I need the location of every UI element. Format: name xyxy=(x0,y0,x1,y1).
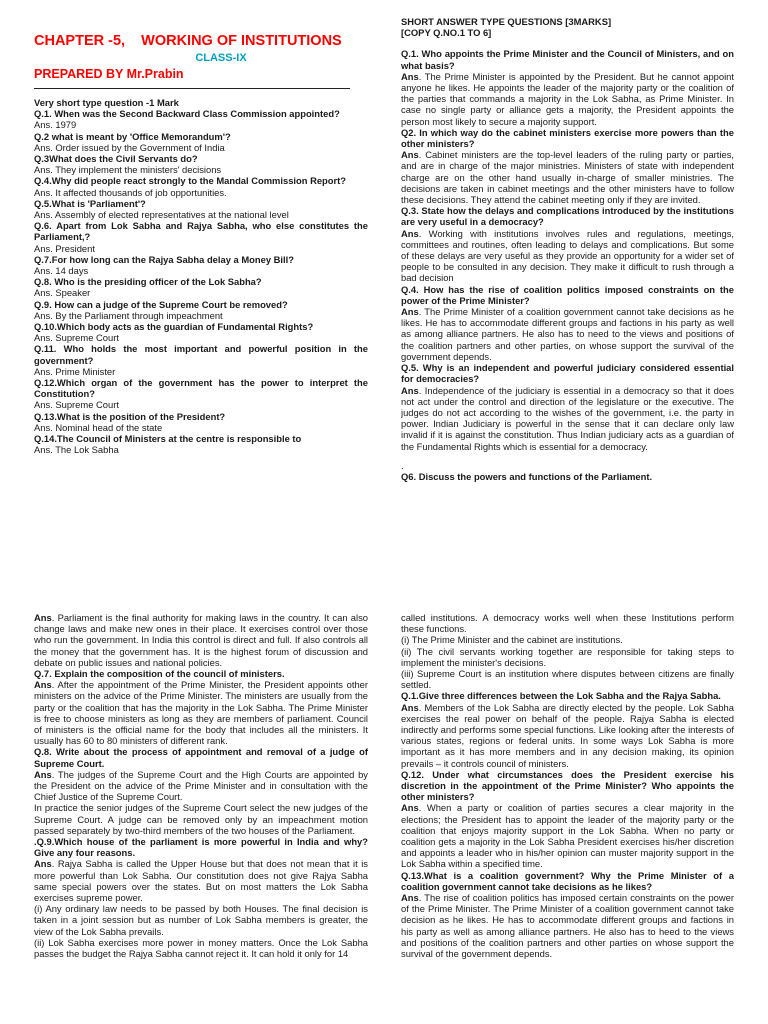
question-text: Q.3. State how the delays and complications introduced by the institutions are very useful in a democracy? xyxy=(401,205,734,228)
question-text: .Q.9.Which house of the parliament is more powerful in India and why? Give any four reasons. xyxy=(34,836,368,859)
question-text: Q.7.For how long can the Rajya Sabha delay a Money Bill? xyxy=(34,253,294,265)
short-answer-subheading: [COPY Q.NO.1 TO 6] xyxy=(401,27,492,39)
answer-body: . The Prime Minister of a coalition government cannot take decisions as he likes. He has to accommodate different groups and factions in his party as well as among alliance partners. He also has to need to the views and positions of the coalition partners and other parties, on whose support the survival of the government depends. xyxy=(401,306,734,362)
question-text: Q.6. Apart from Lok Sabha and Rajya Sabha, who else constitutes the Parliament,? xyxy=(34,220,368,243)
answer-body: . Cabinet ministers are the top-level leaders of the ruling party or parties, and are in charge of the major ministries. Ministers of state with independent charge are on the other hand usually in-charge of smaller ministries. The decisions are taken in cabinet meetings and the other ministers have to follow these decisions. They attend the cabinet meeting only if they are invited. xyxy=(401,149,734,206)
answer-body: . When a party or coalition of parties secures a clear majority in the elections; the President has to appoint the leader of the majority party or the coalition that enjoys majority support in the Lok Sabha. When no party or coalition gets a majority in the Lok Sabha President exercises his/her discretion and appoints a leader who in his/her opinion can muster majority support in the Lok Sabha within a specified time. xyxy=(401,802,734,870)
answer-text: Ans. President xyxy=(34,242,95,254)
question-text: Q.8. Write about the process of appointment and removal of a judge of Supreme Court. xyxy=(34,746,368,769)
prepared-by: PREPARED BY Mr.Prabin xyxy=(34,67,184,81)
answer-text: Ans. Speaker xyxy=(34,287,91,299)
question-text: Q.11. Who holds the most important and powerful position in the government? xyxy=(34,343,368,366)
page2-right-list xyxy=(401,690,734,959)
answer-text: Ans. Assembly of elected representatives at the national level xyxy=(34,209,289,221)
short-answer-list xyxy=(401,48,734,482)
answer-body: . The rise of coalition politics has imposed certain constraints on the power of the Prime Minister. The Prime Minister of a coalition government cannot take decision as he likes. He has to accommodate different groups and factions in his party as well as among alliance partners. He also has to heed to the views and positions of the coalition partners and other parties on whose support the survival of the government depends. xyxy=(401,892,734,960)
answer-text xyxy=(34,858,368,903)
answer-text: Ans. Supreme Court xyxy=(34,332,119,344)
question-text: Q.4. How has the rise of coalition politics imposed constraints on the power of the Prime Minister? xyxy=(401,283,734,306)
question-text: Q.2 what is meant by 'Office Memorandum'? xyxy=(34,130,231,142)
answer-text xyxy=(34,679,368,746)
question-text: Q.1.Give three differences between the Lok Sabha and the Rajya Sabha. xyxy=(401,690,721,702)
answer-text xyxy=(401,385,734,452)
answer-text xyxy=(401,892,734,959)
answer-label: Ans xyxy=(401,306,419,318)
answer-text xyxy=(401,71,734,127)
question-text: Q.7. Explain the composition of the council of ministers. xyxy=(34,668,285,680)
question-text: Q.14.The Council of Ministers at the centre is responsible to xyxy=(34,433,302,445)
answer-text: Ans. They implement the ministers' decisions xyxy=(34,164,222,176)
answer-label: Ans xyxy=(401,701,419,713)
answer-text: Ans. Nominal head of the state xyxy=(34,421,163,433)
short-answer-heading: SHORT ANSWER TYPE QUESTIONS [3MARKS] xyxy=(401,16,612,27)
answer-label: Ans xyxy=(401,802,419,814)
spacer xyxy=(401,452,734,460)
answer-body: . The Prime Minister is appointed by the President. But he cannot appoint anyone he likes. He appoints the leader of the majority party or the coalition of the parties that commands a majority in the Lok Sabha, as Prime Minister. In case no single party or alliance gets a majority, the President appoints the person most likely to secure a majority support. xyxy=(401,70,734,127)
answer-text xyxy=(401,802,734,869)
class-label: CLASS-IX xyxy=(195,52,247,64)
very-short-column xyxy=(34,32,368,592)
question-text: Q.4.Why did people react strongly to the Mandal Commission Report? xyxy=(34,175,347,187)
answer-text xyxy=(401,149,734,205)
answer-text: Ans. The Lok Sabha xyxy=(34,444,119,456)
institution-item: (ii) The civil servants working together are responsible for taking steps to implement the minister's decisions. xyxy=(401,645,734,668)
answer-text: Ans. Supreme Court xyxy=(34,399,119,411)
header-divider xyxy=(34,88,350,89)
answer-text xyxy=(34,769,368,803)
question-text: Q.9. How can a judge of the Supreme Court be removed? xyxy=(34,298,288,310)
answer-text: Ans. Order issued by the Government of India xyxy=(34,141,225,153)
answer-continuation: (ii) Lok Sabha exercises more power in money matters. Once the Lok Sabha passes the budget the Rajya Sabha cannot reject it. It can hold it only for 14 xyxy=(34,936,368,960)
very-short-list xyxy=(34,108,368,455)
question-text: Q.3What does the Civil Servants do? xyxy=(34,153,198,165)
answer-label: Ans xyxy=(34,768,52,780)
page2-left-column xyxy=(34,612,368,1024)
question-text: Q.12.Which organ of the government has the power to interpret the Constitution? xyxy=(34,377,368,400)
answer-body: . Rajya Sabha is called the Upper House but that does not mean that it is more powerful than Lok Sabha. Our constitution does not give Rajya Sabha same special powers over the states. But on most matters the Lok Sabha exercises supreme power. xyxy=(34,858,368,904)
very-short-heading: Very short type question -1 Mark xyxy=(34,97,179,108)
question-text: Q.13.What is the position of the President? xyxy=(34,410,226,422)
page2-right-column xyxy=(401,612,734,1024)
chapter-title: CHAPTER -5, WORKING OF INSTITUTIONS xyxy=(34,33,342,49)
answer-text xyxy=(401,228,734,284)
answer-body: . Members of the Lok Sabha are directly elected by the people. Lok Sabha exercises the real power on behalf of the people. Rajya Sabha is elected indirectly and performs some special functions. Like looking after the interests of various states, regions or federal units. In some ways Lok Sabha is more important as it has more members and in any decision making, its opinion prevails – it controls council of ministers. xyxy=(401,701,734,769)
answer-body: . Independence of the judiciary is essential in a democracy so that it does not act under the control and direction of the legislature or the executive. The judges do not act according to the wishes of the government, i.e. the party in power. Indian Judiciary is powerful in the sense that it can declare only law invalid if it is against the constitution. Thus Indian judiciary acts as a guardian of the Fundamental Rights which is essential for a democracy. xyxy=(401,384,734,452)
answer-body: . Working with institutions involves rules and regulations, meetings, committees and routines, often leading to delays and complications. But some of these delays are very useful as they provide an opportunity for a wider set of people to be consulted in any decision. They make it difficult to rush through a bad decision xyxy=(401,227,734,284)
question-text: Q.5. Why is an independent and powerful judiciary considered essential for democracies? xyxy=(401,362,734,385)
question-text: Q.12. Under what circumstances does the President exercise his discretion in the appointment of the Prime Minister? Who appoints the other ministers? xyxy=(401,768,734,803)
question-text: Q.1. When was the Second Backward Class Commission appointed? xyxy=(34,108,340,120)
question-text: Q.1. Who appoints the Prime Minister and the Council of Ministers, and on what basis? xyxy=(401,48,734,71)
institution-item: (i) The Prime Minister and the cabinet are institutions. xyxy=(401,634,623,646)
answer-label: Ans xyxy=(401,384,419,396)
institutions-list xyxy=(401,634,734,690)
answer-text: Ans. It affected thousands of job opportunities. xyxy=(34,186,227,198)
question-text: Q.5.What is 'Parliament'? xyxy=(34,197,146,209)
answer-label: Ans xyxy=(34,679,52,691)
answer-text xyxy=(401,306,734,362)
answer-text xyxy=(34,612,368,668)
answer-label: Ans xyxy=(401,70,419,82)
answer-text xyxy=(401,702,734,769)
answer-text: Ans. 1979 xyxy=(34,119,77,131)
institution-item: (iii) Supreme Court is an institution where disputes between citizens are finally settled. xyxy=(401,668,734,691)
answer-continuation: In practice the senior judges of the Supreme Court select the new judges of the Supreme Court. A judge can be removed only by an impeachment motion passed separately by two-third members of the two houses of the Parliament. xyxy=(34,802,368,836)
answer-text: Ans. 14 days xyxy=(34,265,89,277)
answer-body: . Parliament is the final authority for making laws in the country. It can also change laws and make new ones in their place. It exercises control over those who run the government. In India this control is direct and full. If also controls all the money that the government has. It is the highest forum of discussion and debate on public issues and national policies. xyxy=(34,612,368,668)
answer-text: Ans. Prime Minister xyxy=(34,365,116,377)
answer-label: Ans xyxy=(401,892,419,904)
answer-text: Ans. By the Parliament through impeachment xyxy=(34,309,223,321)
page2-left-list xyxy=(34,612,368,959)
question-text: Q.8. Who is the presiding officer of the Lok Sabha? xyxy=(34,276,262,288)
answer-body: . After the appointment of the Prime Minister, the President appoints other ministers on the advice of the Prime Minister. The ministers are usually from the party or the coalition that has the majority in the Lok Sabha. The Prime Minister is free to choose ministers as long as they are members of parliament. Council of ministers is the official name for the body that includes all the ministers. It usually has 60 to 80 ministers of different rank. xyxy=(34,679,368,747)
institutions-intro: called institutions. A democracy works well when these Institutions perform these functions. xyxy=(401,612,734,635)
answer-continuation: (i) Any ordinary law needs to be passed by both Houses. The final decision is taken in a joint session but as number of Lok Sabha members is greater, the view of the Lok Sabha prevails. xyxy=(34,903,368,937)
question-text: Q.10.Which body acts as the guardian of Fundamental Rights? xyxy=(34,321,314,333)
short-answer-column xyxy=(401,16,734,576)
answer-body: . The judges of the Supreme Court and the High Courts are appointed by the President on the advice of the Prime Minister and in consultation with the Chief Justice of the Supreme Court. xyxy=(34,768,368,803)
answer-label: Ans xyxy=(34,612,52,623)
answer-label: Ans xyxy=(401,149,419,161)
answer-label: Ans xyxy=(401,227,419,239)
question-text: Q2. In which way do the cabinet ministers exercise more powers than the other ministers? xyxy=(401,126,734,150)
question-text: Q.13.What is a coalition government? Why the Prime Minister of a coalition government cannot take decisions as he likes? xyxy=(401,869,734,892)
answer-label: Ans xyxy=(34,858,52,870)
dot-mark: . xyxy=(401,459,404,471)
question-text: Q6. Discuss the powers and functions of the Parliament. xyxy=(401,470,653,482)
